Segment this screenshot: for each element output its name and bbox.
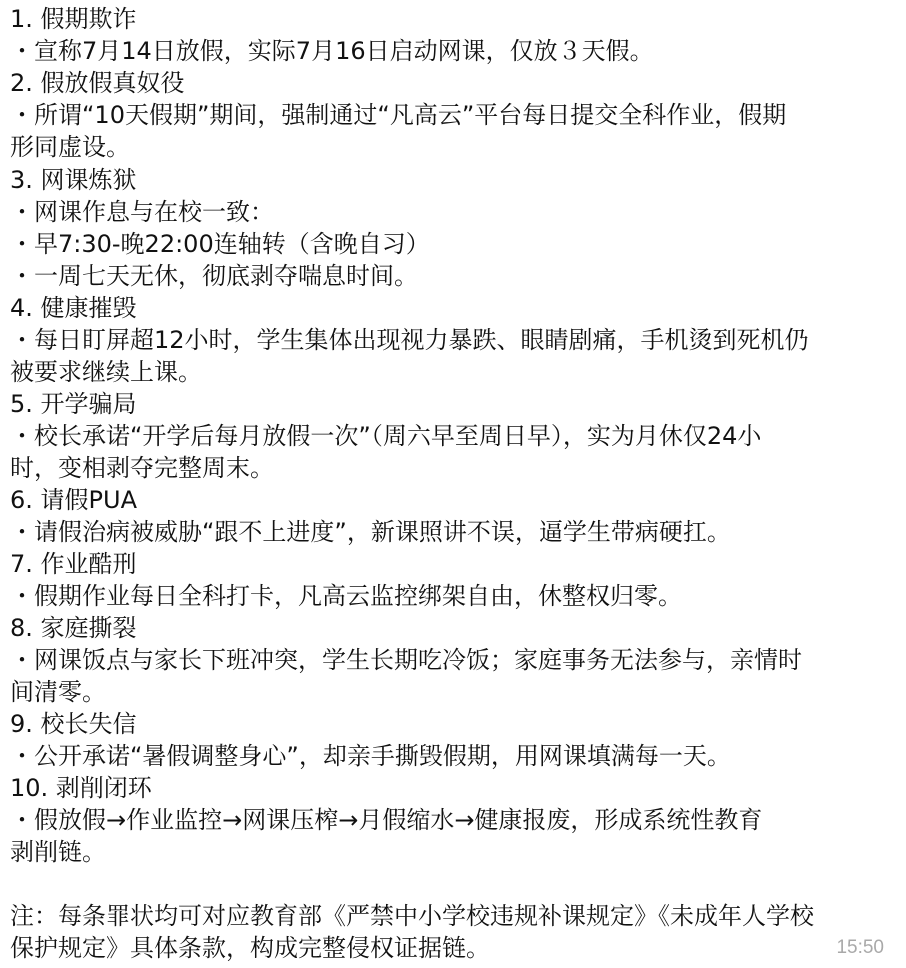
message-line: ・假放假→作业监控→网课压榨→月假缩水→健康报废，形成系统性教育 <box>10 806 763 834</box>
message-line: 间清零。 <box>10 678 106 706</box>
message-line: ・所谓“10天假期”期间，强制通过“凡高云”平台每日提交全科作业，假期 <box>10 101 787 129</box>
message-line: 形同虚设。 <box>10 133 130 161</box>
message-line: ・公开承诺“暑假调整身心”，却亲手撕毁假期，用网课填满每一天。 <box>10 742 731 770</box>
message-line: 9. 校长失信 <box>10 710 137 738</box>
message-line: 2. 假放假真奴役 <box>10 69 185 97</box>
message-line: 3. 网课炼狱 <box>10 166 137 194</box>
message-line: 时，变相剥夺完整周末。 <box>10 454 274 482</box>
message-line: 被要求继续上课。 <box>10 358 202 386</box>
message-line: ・宣称7月14日放假，实际7月16日启动网课，仅放３天假。 <box>10 37 654 65</box>
message-timestamp: 15:50 <box>836 937 884 958</box>
message-line: ・请假治病被威胁“跟不上进度”，新课照讲不误，逼学生带病硬扛。 <box>10 518 731 546</box>
message-line: 10. 剥削闭环 <box>10 774 152 802</box>
message-line: 剥削链。 <box>10 838 106 866</box>
message-line: ・校长承诺“开学后每月放假一次”（周六早至周日早），实为月休仅24小 <box>10 422 762 450</box>
message-line: ・网课作息与在校一致： <box>10 198 274 226</box>
message-line: 注：每条罪状均可对应教育部《严禁中小学校违规补课规定》《未成年人学校 <box>10 902 814 930</box>
message-line: 7. 作业酷刑 <box>10 550 137 578</box>
message-line: ・假期作业每日全科打卡，凡高云监控绑架自由，休整权归零。 <box>10 582 682 610</box>
message-line: ・一周七天无休，彻底剥夺喘息时间。 <box>10 262 418 290</box>
message-line: 1. 假期欺诈 <box>10 5 137 33</box>
message-line: 5. 开学骗局 <box>10 390 137 418</box>
message-line: 6. 请假PUA <box>10 486 137 514</box>
message-line: ・早7:30-晚22:00连轴转（含晚自习） <box>10 230 430 258</box>
message-line: 4. 健康摧毁 <box>10 294 137 322</box>
message-line: 8. 家庭撕裂 <box>10 614 137 642</box>
message-line: ・网课饭点与家长下班冲突，学生长期吃冷饭；家庭事务无法参与，亲情时 <box>10 646 802 674</box>
message-line: 保护规定》具体条款，构成完整侵权证据链。 <box>10 934 490 962</box>
message-line: ・每日盯屏超12小时，学生集体出现视力暴跌、眼睛剧痛，手机烫到死机仍 <box>10 326 809 354</box>
